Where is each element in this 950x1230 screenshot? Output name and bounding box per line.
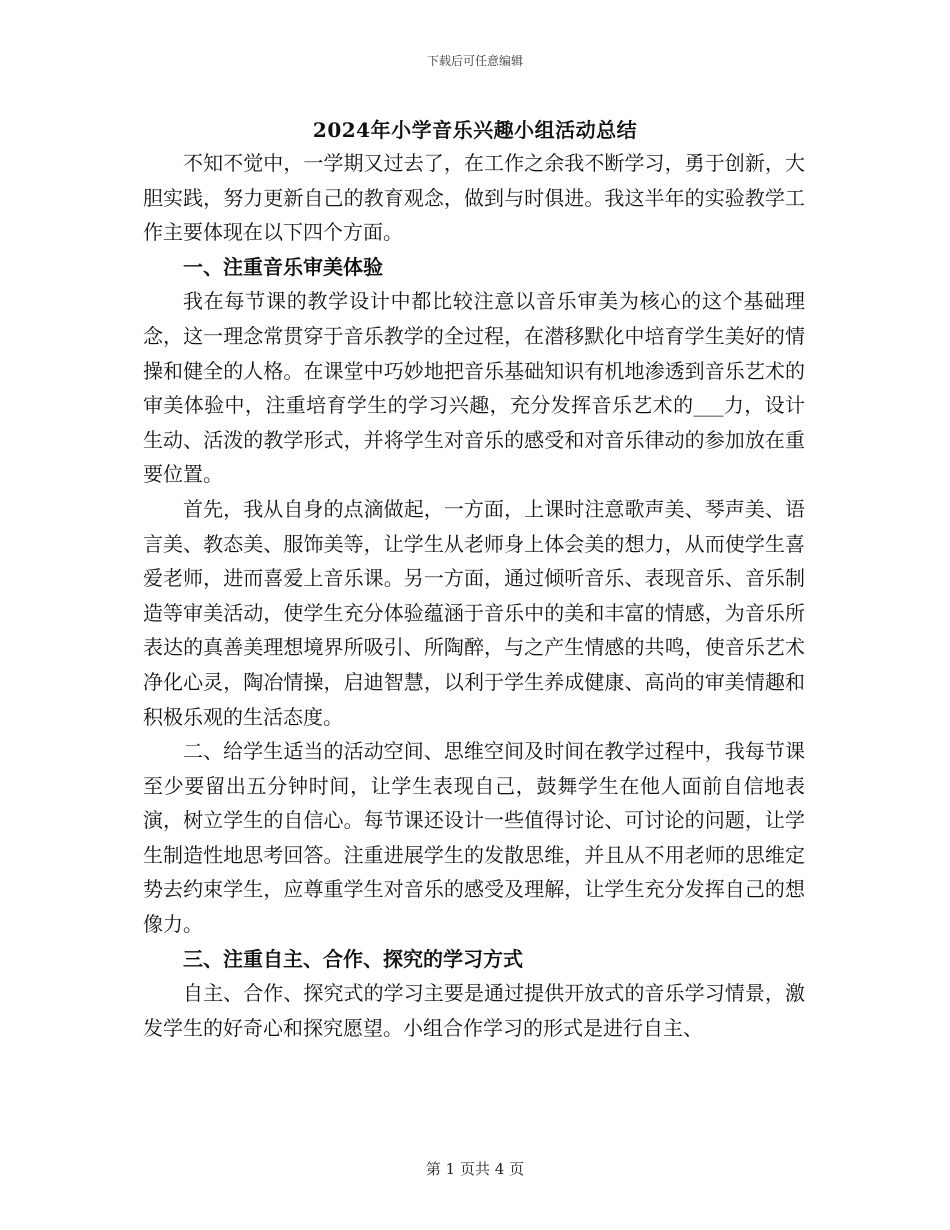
section-3-paragraph: 自主、合作、探究式的学习主要是通过提供开放式的音乐学习情景，激发学生的好奇心和探究愿望。小组合作学习的形式是进行自主、 [143, 981, 805, 1040]
section-heading-1: 一、注重音乐审美体验 [183, 254, 383, 279]
document-body [143, 146, 805, 1045]
section-heading-3: 三、注重自主、合作、探究的学习方式 [183, 946, 523, 971]
section-2-paragraph: 二、给学生适当的活动空间、思维空间及时间在教学过程中，我每节课至少要留出五分钟时间，让学生表现自己，鼓舞学生在他人面前自信地表演，树立学生的自信心。每节课还设计一些值得讨论、可讨论的问题，让学生制造性地思考回答。注重进展学生的发散思维，并且从不用老师的思维定势去约束学生，应尊重学生对音乐的感受及理解，让学生充分发挥自己的想像力。 [143, 739, 805, 937]
section-1-paragraph-2: 首先，我从自身的点滴做起，一方面，上课时注意歌声美、琴声美、语言美、教态美、服饰美等，让学生从老师身上体会美的想力，从而使学生喜爱老师，进而喜爱上音乐课。另一方面，通过倾听音乐、表现音乐、音乐制造等审美活动，使学生充分体验蕴涵于音乐中的美和丰富的情感，为音乐所表达的真善美理想境界所吸引、所陶醉，与之产生情感的共鸣，使音乐艺术净化心灵，陶冶情操，启迪智慧，以利于学生养成健康、高尚的审美情趣和积极乐观的生活态度。 [143, 496, 805, 729]
intro-paragraph: 不知不觉中，一学期又过去了，在工作之余我不断学习，勇于创新，大胆实践，努力更新自己的教育观念，做到与时俱进。我这半年的实验教学工作主要体现在以下四个方面。 [143, 151, 805, 245]
document-title: 2024年小学音乐兴趣小组活动总结 [312, 118, 638, 142]
page-number-footer: 第 1 页共 4 页 [425, 1160, 525, 1178]
section-1-paragraph-1: 我在每节课的教学设计中都比较注意以音乐审美为核心的这个基础理念，这一理念常贯穿于音乐教学的全过程，在潜移默化中培育学生美好的情操和健全的人格。在课堂中巧妙地把音乐基础知识有机地渗透到音乐艺术的审美体验中，注重培育学生的学习兴趣，充分发挥音乐艺术的___力，设计生动、活泼的教学形式，并将学生对音乐的感受和对音乐律动的参加放在重要位置。 [143, 289, 805, 487]
page-header-note: 下载后可任意编辑 [426, 54, 523, 68]
